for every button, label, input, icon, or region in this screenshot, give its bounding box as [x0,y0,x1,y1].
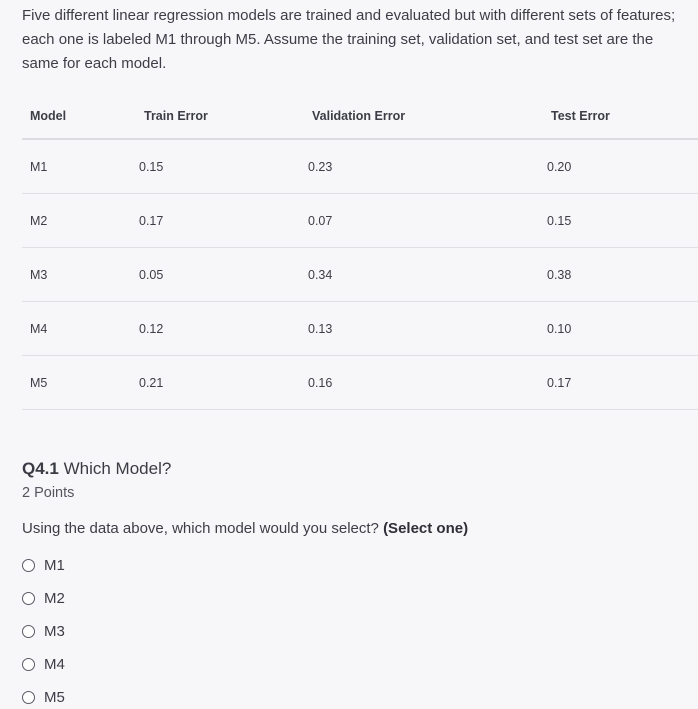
header-validation-error: Validation Error [308,94,547,139]
answer-options [22,549,65,709]
cell-model: M1 [22,139,139,194]
cell-train-error: 0.17 [139,194,308,248]
table-row [22,139,698,194]
table-row [22,302,698,356]
cell-model: M4 [22,302,139,356]
radio-button[interactable] [22,592,35,605]
header-train-error: Train Error [139,94,308,139]
table-row [22,248,698,302]
radio-button[interactable] [22,625,35,638]
cell-validation-error: 0.13 [308,302,547,356]
cell-validation-error: 0.23 [308,139,547,194]
cell-test-error: 0.38 [547,248,698,302]
cell-validation-error: 0.16 [308,356,547,410]
question-number: Q4.1 [22,459,59,478]
question-instruction: (Select one) [383,520,469,537]
cell-train-error: 0.12 [139,302,308,356]
question-prompt-text: Using the data above, which model would you select? [22,520,379,537]
table-header-row [22,94,698,139]
cell-test-error: 0.10 [547,302,698,356]
table-row [22,194,698,248]
cell-model: M3 [22,248,139,302]
cell-validation-error: 0.34 [308,248,547,302]
cell-test-error: 0.20 [547,139,698,194]
cell-test-error: 0.15 [547,194,698,248]
cell-test-error: 0.17 [547,356,698,410]
radio-button[interactable] [22,559,35,572]
results-table [22,94,698,410]
cell-train-error: 0.05 [139,248,308,302]
option-m4[interactable] [22,648,65,681]
question-title-text: Which Model? [63,459,172,478]
cell-train-error: 0.15 [139,139,308,194]
option-label: M5 [44,689,65,706]
table-row [22,356,698,410]
header-model: Model [22,94,139,139]
cell-model: M2 [22,194,139,248]
radio-button[interactable] [22,658,35,671]
question-title [22,459,171,479]
header-test-error: Test Error [547,94,698,139]
option-label: M2 [44,590,65,607]
option-m5[interactable] [22,681,65,709]
question-prompt [22,520,468,537]
option-label: M1 [44,557,65,574]
option-m3[interactable] [22,615,65,648]
radio-button[interactable] [22,691,35,704]
question-points: 2 Points [22,485,75,501]
option-m1[interactable] [22,549,65,582]
intro-text: Five different linear regression models are trained and evaluated but with different sets of features; each one is labeled M1 through M5. Assume the training set, validation set, and test set are the same for each model. [22,7,676,72]
option-label: M3 [44,623,65,640]
option-label: M4 [44,656,65,673]
cell-model: M5 [22,356,139,410]
cell-validation-error: 0.07 [308,194,547,248]
option-m2[interactable] [22,582,65,615]
cell-train-error: 0.21 [139,356,308,410]
